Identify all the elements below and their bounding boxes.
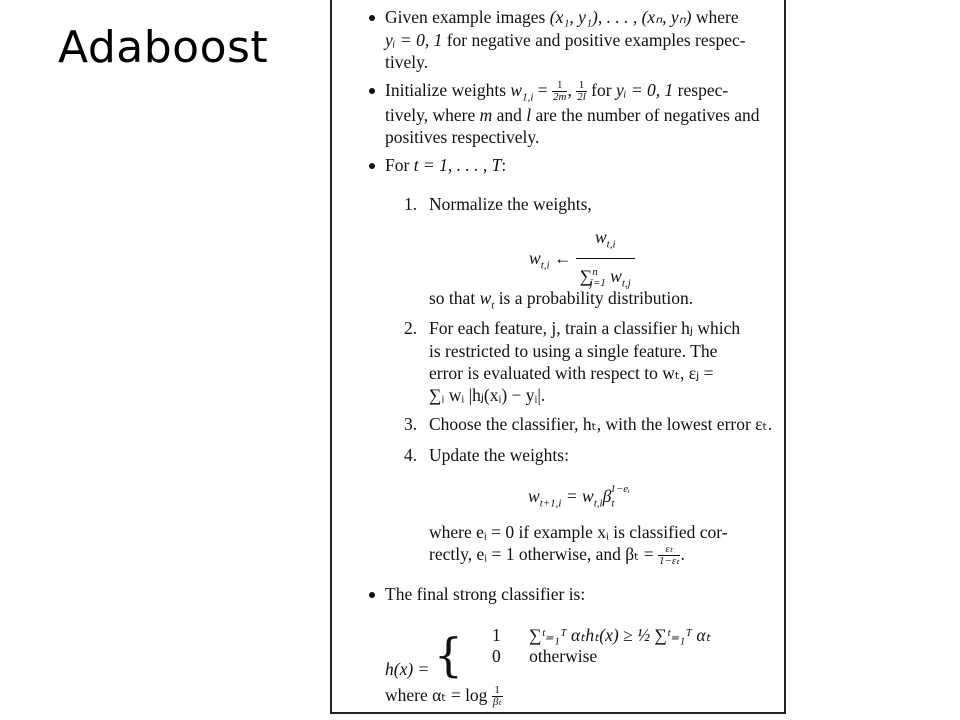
loop-range: t = 1, . . . , T (413, 155, 502, 175)
where-text: where αₜ = log (385, 685, 492, 705)
bullet1-text2: for negative and positive examples respec- (442, 30, 746, 50)
sum-lower: j=1 (589, 276, 606, 289)
bullet-marker (369, 163, 375, 169)
bullet-marker (369, 88, 375, 94)
den-weight: w (605, 265, 622, 286)
bullet2-line1: Initialize weights $w_{1,i}$ = $\frac{1}{2m}$ , $\frac{1}{2l}$ for yᵢ = 0, 1 respec- (385, 79, 729, 104)
colon: : (501, 155, 507, 175)
sum-symbol: ∑ (579, 265, 593, 286)
step4-number: 4. (404, 445, 418, 465)
eq-lhs: w (528, 485, 540, 506)
bullet2-for: for (586, 80, 616, 100)
step4-text: Update the weights: (429, 445, 569, 465)
alpha-definition (385, 684, 503, 708)
period: . (680, 544, 685, 564)
step3-text: Choose the classifier, hₜ, with the lowest error εₜ. (429, 414, 773, 434)
eq-lhs-sub: t,i (540, 259, 550, 272)
bullet1-line1 (385, 6, 739, 28)
bullet2-line2 (385, 104, 760, 126)
step4-after2 (429, 543, 685, 567)
frac-num: 1 (576, 80, 587, 92)
frac-num: εₜ (658, 544, 681, 556)
bullet1-math: (x₁, y₁), . . . , (xₙ, yₙ) (549, 7, 692, 27)
update-equation (528, 481, 630, 514)
algorithm-document (330, 0, 786, 714)
frac-den: 2m (553, 91, 567, 104)
case1-value: 1 (492, 625, 501, 645)
step1-text: Normalize the weights, (429, 194, 592, 214)
left-arrow: ← (549, 247, 576, 268)
eq-rhs: = w (561, 485, 594, 506)
bullet2-math: yᵢ = 0, 1 (615, 80, 674, 100)
frac-den: 2l (577, 91, 586, 104)
step2-line1: For each feature, j, train a classifier hⱼ which (429, 318, 741, 338)
beta-exponent: 1−eᵢ (610, 483, 630, 495)
bullet-marker (369, 592, 375, 598)
normalize-equation (529, 226, 635, 294)
frac-num: 1 (552, 80, 567, 92)
frac-num: 1 (492, 685, 503, 697)
bullet1-math2: yᵢ = 0, 1 (385, 30, 443, 50)
step1-number: 1. (404, 194, 418, 214)
beta-fraction (658, 544, 681, 567)
var-l: l (526, 105, 532, 125)
step3-number: 3. (404, 414, 418, 434)
bullet1-line2 (385, 29, 746, 51)
beta-sub: t (611, 497, 615, 510)
var-m: m (479, 105, 493, 125)
frac-den: 1−εₜ (658, 555, 680, 568)
bullet3-line (385, 154, 506, 176)
normalize-fraction (576, 226, 635, 294)
cases-brace: { (433, 628, 464, 682)
bullet2-text3: are the number of negatives and (531, 105, 760, 125)
frac-numerator: w (594, 227, 607, 247)
bullet-marker (369, 15, 375, 21)
step2-number: 2. (404, 318, 418, 338)
bullet1-line3: tively. (385, 52, 429, 72)
beta-symbol: β (602, 485, 612, 506)
case1 (492, 624, 711, 646)
bullet2-text2: tively, where (385, 105, 480, 125)
bullet1-text: Given example images (385, 7, 550, 27)
final-classifier-equation (385, 624, 464, 682)
fraction-negatives (552, 80, 567, 103)
frac-den: βₜ (492, 696, 502, 709)
step4-after2-text: rectly, eᵢ = 1 otherwise, and βₜ = (429, 544, 658, 564)
case2-value: 0 (492, 646, 501, 666)
equals-sign: = (533, 80, 553, 100)
bullet4-text: The final strong classifier is: (385, 584, 586, 604)
weight-symbol: w (510, 80, 523, 100)
alpha-fraction (492, 685, 503, 708)
for-text: For (385, 155, 414, 175)
and-text: and (492, 105, 527, 125)
eq-lhs: w (529, 247, 541, 268)
bullet2-text: Initialize weights (385, 80, 511, 100)
eq-lhs-sub: t+1,i (539, 497, 562, 510)
bullet1-post: where (691, 7, 739, 27)
frac-numerator-sub: t,i (606, 238, 616, 251)
weight-subscript: 1,i (522, 91, 534, 104)
step1-after (429, 287, 693, 317)
weight-sub: t (491, 299, 495, 312)
bullet2-line3: positives respectively. (385, 127, 540, 147)
bullet2-post: respec- (673, 80, 729, 100)
sum-upper: n (592, 265, 598, 278)
prob-dist-text: is a probability distribution. (494, 288, 694, 308)
step2-line3: error is evaluated with respect to wₜ, εⱼ = (429, 363, 714, 383)
case1-condition: ∑ᵗ₌₁ᵀ αₜhₜ(x) ≥ ½ ∑ᵗ₌₁ᵀ αₜ (529, 625, 711, 645)
weight-symbol: w (479, 288, 492, 308)
slide-title: Adaboost (58, 22, 269, 73)
classifier-lhs: h(x) = (385, 659, 434, 679)
step4-after1: where eᵢ = 0 if example xᵢ is classified cor- (429, 522, 728, 542)
fraction-positives (576, 80, 587, 103)
step2-line4: ∑ᵢ wᵢ |hⱼ(xᵢ) − yᵢ|. (429, 385, 546, 405)
den-weight-sub: t,j (621, 276, 631, 289)
step2-line2: is restricted to using a single feature. The (429, 341, 718, 361)
eq-rhs-sub: t,i (593, 497, 603, 510)
case2 (492, 645, 597, 667)
case2-condition: otherwise (529, 646, 598, 666)
so-that: so that (429, 288, 480, 308)
